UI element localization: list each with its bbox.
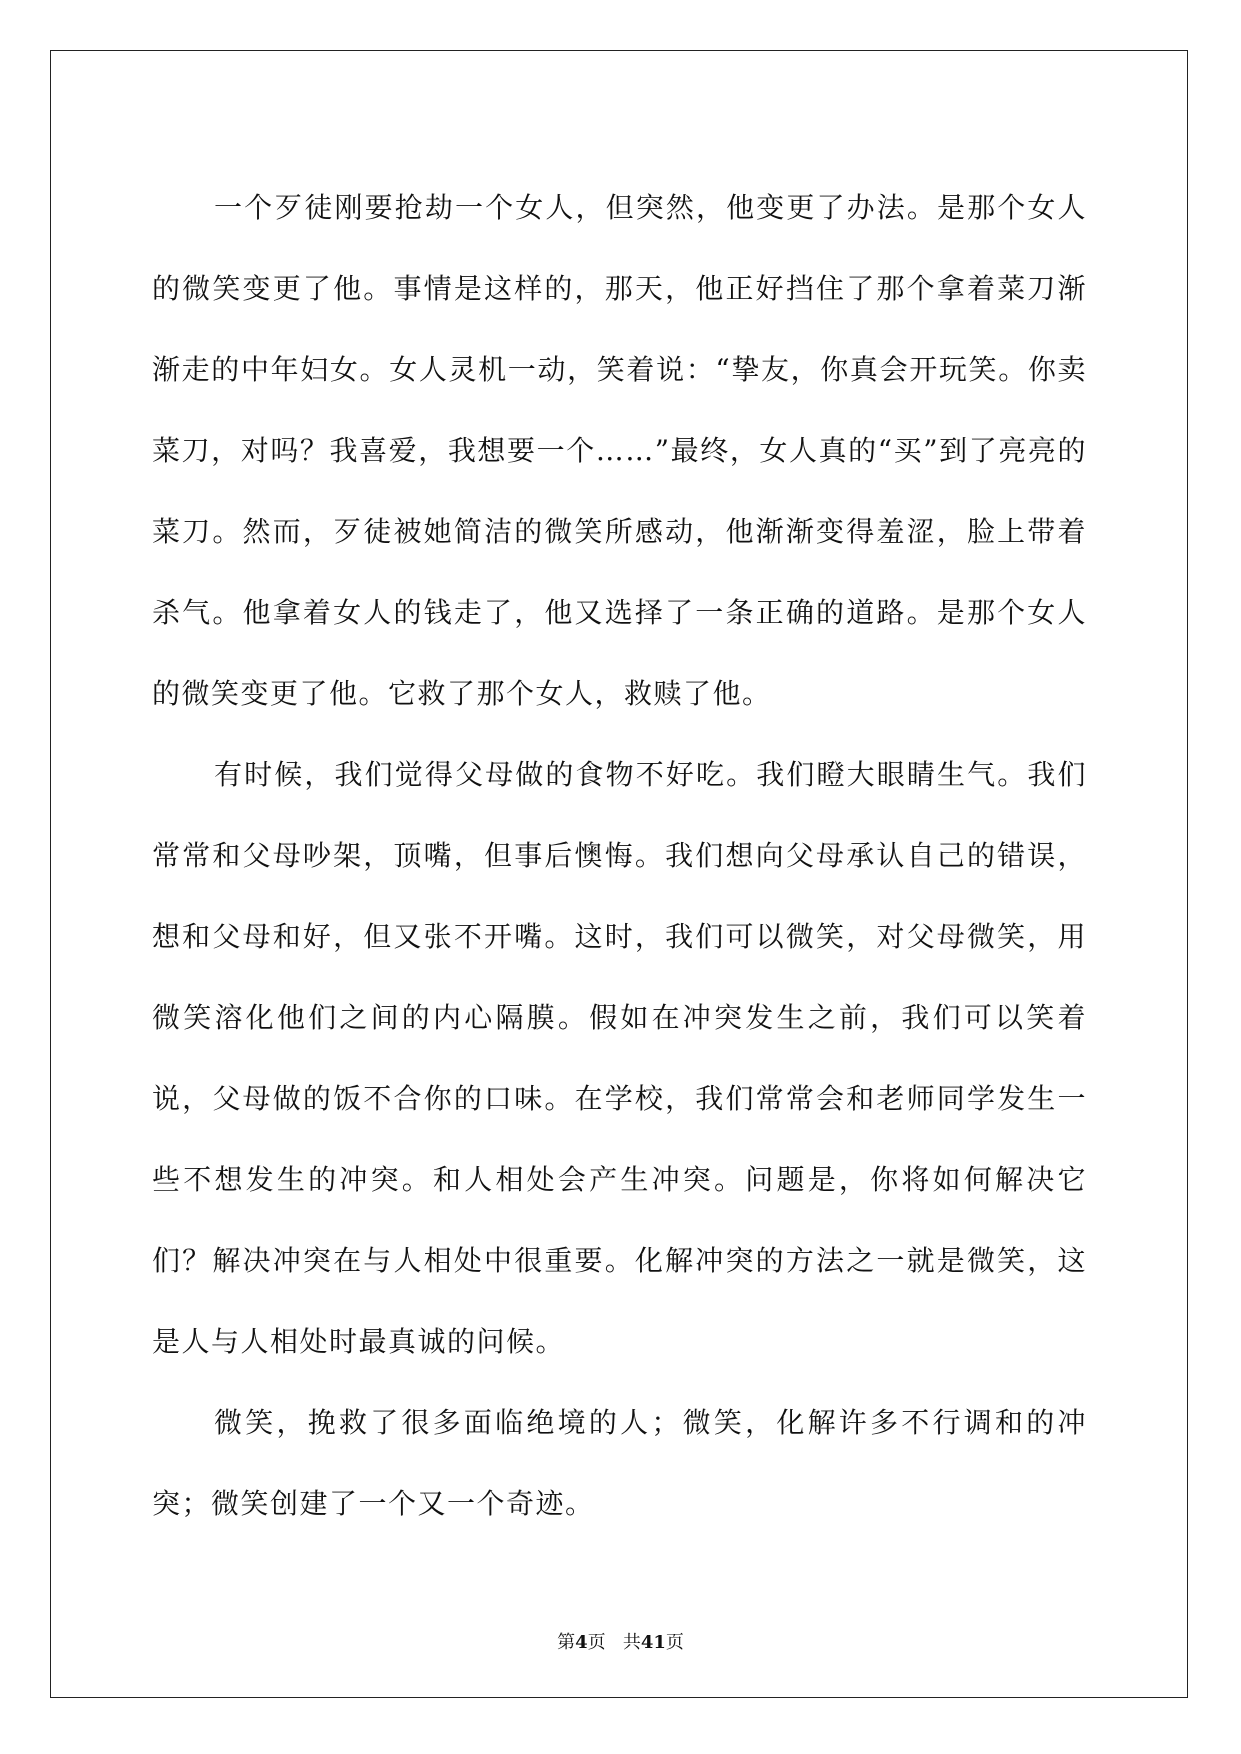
total-pages: 41 <box>640 1632 666 1653</box>
total-suffix: 页 <box>665 1632 684 1653</box>
paragraph-2: 有时候，我们觉得父母做的食物不好吃。我们瞪大眼睛生气。我们常常和父母吵架，顶嘴，但事后懊悔。我们想向父母承认自己的错误，想和父母和好，但又张不开嘴。这时，我们可以微笑，对父母微笑，用微笑溶化他们之间的内心隔膜。假如在冲突发生之前，我们可以笑着说，父母做的饭不合你的口味。在学校，我们常常会和老师同学发生一些不想发生的冲突。和人相处会产生冲突。问题是，你将如何解决它们？解决冲突在与人相处中很重要。化解冲突的方法之一就是微笑，这是人与人相处时最真诚的问候。 <box>152 758 1087 1358</box>
paragraph-1: 一个歹徒刚要抢劫一个女人，但突然，他变更了办法。是那个女人的微笑变更了他。事情是这样的，那天，他正好挡住了那个拿着菜刀渐渐走的中年妇女。女人灵机一动，笑着说：“挚友，你真会开玩笑。你卖菜刀，对吗？我喜爱，我想要一个……”最终，女人真的“买”到了亮亮的菜刀。然而，歹徒被她简洁的微笑所感动，他渐渐变得羞涩，脸上带着杀气。他拿着女人的钱走了，他又选择了一条正确的道路。是那个女人的微笑变更了他。它救了那个女人，救赎了他。 <box>152 191 1087 710</box>
paragraph-3: 微笑，挽救了很多面临绝境的人；微笑，化解许多不行调和的冲突；微笑创建了一个又一个奇迹。 <box>152 1406 1087 1520</box>
document-body <box>152 167 1087 1544</box>
page-number: 4 <box>575 1632 588 1653</box>
page-prefix: 第 <box>557 1632 576 1653</box>
page-suffix: 页 <box>587 1632 606 1653</box>
total-prefix: 共 <box>622 1632 641 1653</box>
page-footer <box>0 1628 1241 1654</box>
